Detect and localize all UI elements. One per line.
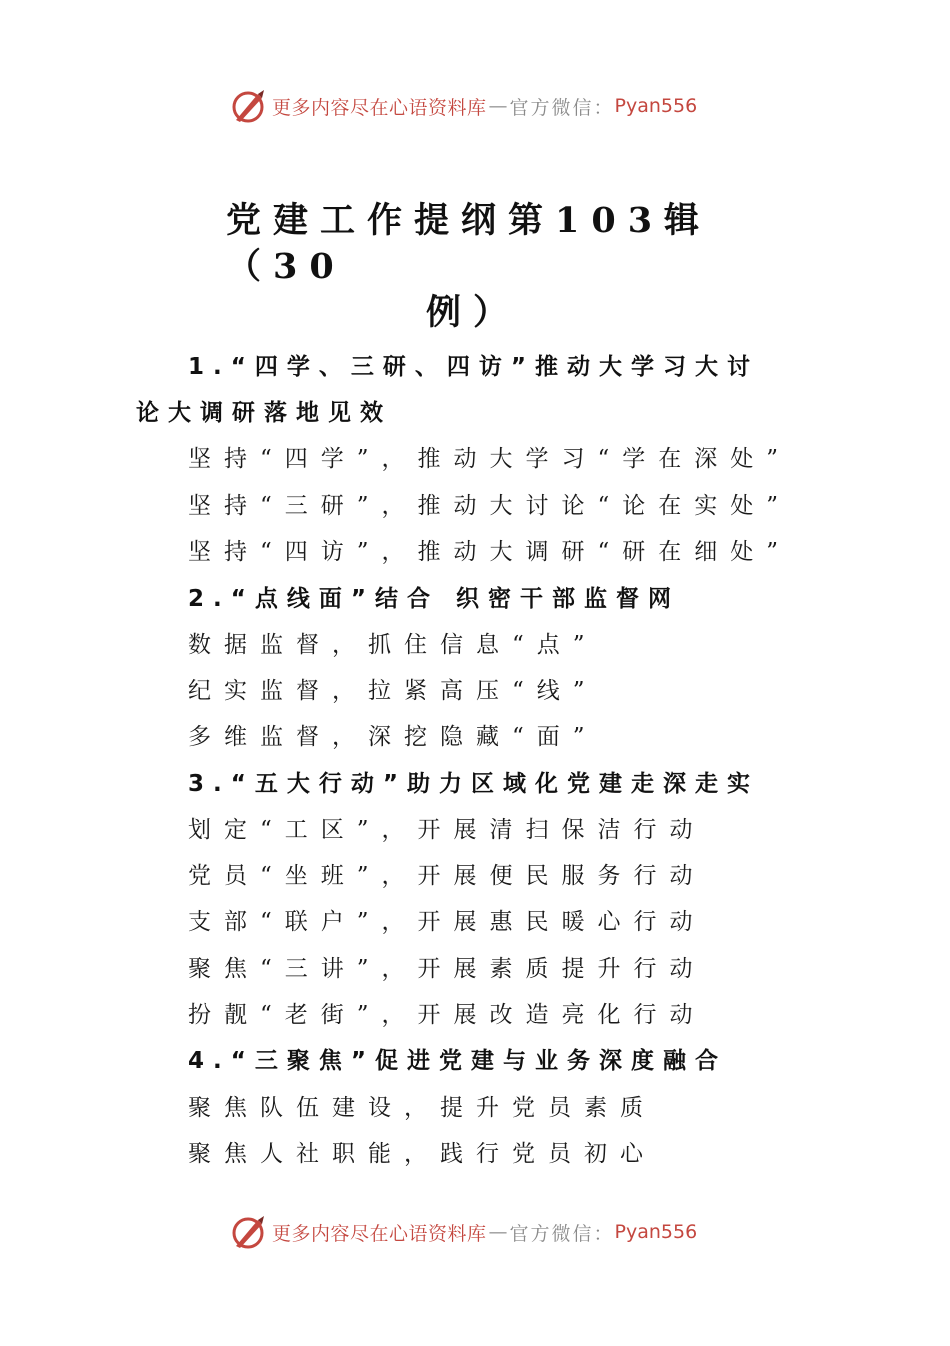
watermark-wechat-id: Pyan556 [614, 1221, 698, 1243]
section-3-heading: 3.“五大行动”助力区域化党建走深走实 [188, 771, 759, 797]
watermark-label: 官方微信： [509, 1222, 615, 1245]
section-3-item-1: 划定“工区”，开展清扫保洁行动 [188, 817, 706, 843]
watermark-brand: 更多内容尽在心语资料库 [272, 1222, 487, 1245]
watermark-separator: — [488, 95, 508, 117]
section-4-item-2: 聚焦人社职能，践行党员初心 [188, 1141, 656, 1167]
section-3-item-3: 支部“联户”，开展惠民暖心行动 [188, 909, 706, 935]
title-line-1: 党建工作提纲第103辑（30 [226, 200, 712, 287]
section-2-item-2: 纪实监督，拉紧高压“线” [188, 678, 598, 704]
section-2-item-3: 多维监督，深挖隐藏“面” [188, 724, 598, 750]
watermark-brand: 更多内容尽在心语资料库 [272, 96, 487, 119]
section-2-item-1: 数据监督，抓住信息“点” [188, 632, 598, 658]
watermark-footer [228, 1212, 697, 1252]
section-4-heading: 4.“三聚焦”促进党建与业务深度融合 [188, 1048, 727, 1074]
section-3-item-2: 党员“坐班”，开展便民服务行动 [188, 863, 706, 889]
section-1-item-2: 坚持“三研”，推动大讨论“论在实处” [188, 493, 792, 519]
pen-logo-icon [228, 1212, 268, 1252]
title-line-2: 例） [426, 292, 521, 333]
section-1-heading-line-2: 论大调研落地见效 [136, 400, 392, 426]
section-4-item-1: 聚焦队伍建设，提升党员素质 [188, 1095, 656, 1121]
section-3-item-4: 聚焦“三讲”，开展素质提升行动 [188, 956, 706, 982]
document-title [226, 198, 816, 336]
watermark-label: 官方微信： [509, 96, 615, 119]
section-1-item-3: 坚持“四访”，推动大调研“研在细处” [188, 539, 792, 565]
section-1-heading-line-1: 1.“四学、三研、四访”推动大学习大讨 [188, 354, 759, 380]
section-3-item-5: 扮靓“老街”，开展改造亮化行动 [188, 1002, 706, 1028]
section-1-item-1: 坚持“四学”，推动大学习“学在深处” [188, 446, 792, 472]
watermark-header [228, 86, 697, 126]
watermark-wechat-id: Pyan556 [614, 95, 698, 117]
section-2-heading: 2.“点线面”结合 织密干部监督网 [188, 586, 680, 612]
watermark-separator: — [488, 1221, 508, 1243]
pen-logo-icon [228, 86, 268, 126]
